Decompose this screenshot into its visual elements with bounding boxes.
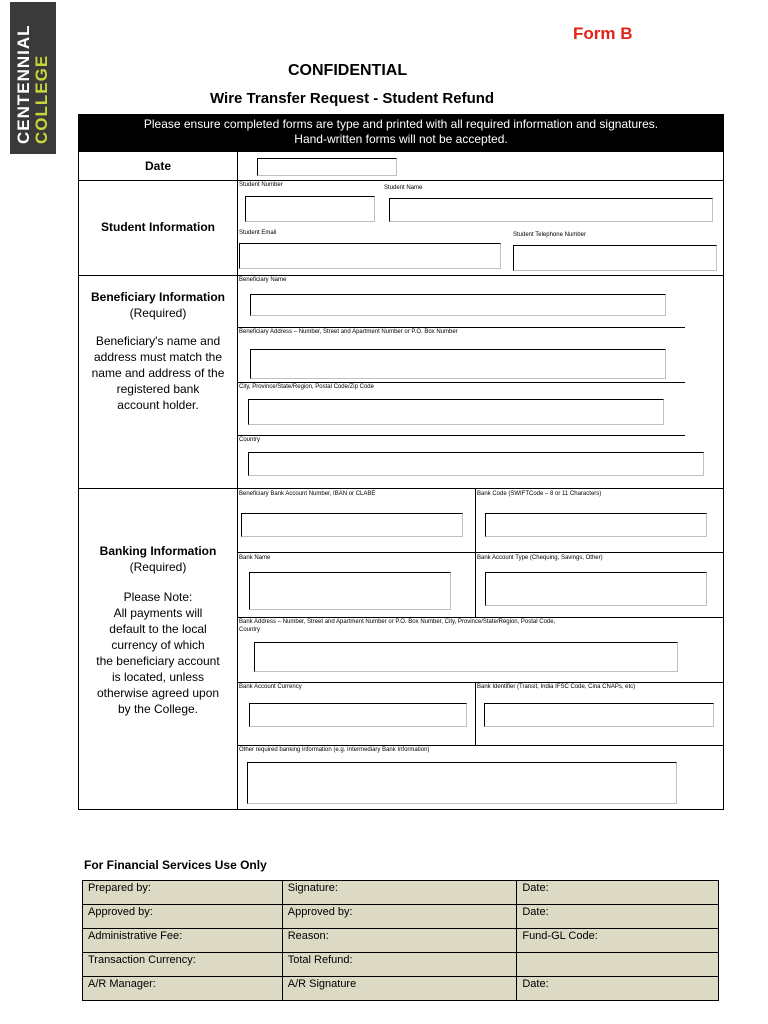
section-divider xyxy=(79,180,723,181)
beneficiary-country-input[interactable] xyxy=(248,452,704,476)
bank-name-label: Bank Name xyxy=(239,555,271,561)
table-cell[interactable]: A/R Signature xyxy=(282,977,517,1001)
table-cell[interactable]: Date: xyxy=(517,905,719,929)
document-title: Wire Transfer Request - Student Refund xyxy=(210,90,495,107)
table-cell[interactable]: A/R Manager: xyxy=(83,977,283,1001)
table-row xyxy=(83,953,719,977)
account-currency-label: Bank Account Currency xyxy=(239,684,302,690)
table-cell[interactable]: Approved by: xyxy=(83,905,283,929)
date-input[interactable] xyxy=(257,158,397,176)
student-number-label: Student Number xyxy=(239,182,283,188)
confidential-heading: CONFIDENTIAL xyxy=(288,62,408,79)
account-type-input[interactable] xyxy=(485,572,707,606)
column-divider xyxy=(475,488,476,617)
account-number-label: Beneficiary Bank Account Number, IBAN or CLABE xyxy=(239,491,376,497)
bank-code-label: Bank Code (SWIFTCode – 8 or 11 Characters) xyxy=(477,491,602,497)
account-type-label: Bank Account Type (Chequing, Savings, Other) xyxy=(477,555,603,561)
bank-identifier-label: Bank Identifier (Transit, India IFSC Code, Cina CNAPs, etc) xyxy=(477,684,636,690)
table-cell[interactable]: Total Refund: xyxy=(282,953,517,977)
account-number-input[interactable] xyxy=(241,513,463,537)
beneficiary-name-input[interactable] xyxy=(250,294,666,316)
student-email-label: Student Email xyxy=(239,230,277,236)
student-number-input[interactable] xyxy=(245,196,375,222)
table-row xyxy=(83,929,719,953)
college-logo xyxy=(10,2,56,154)
instruction-banner xyxy=(78,114,724,152)
beneficiary-city-label: City, Province/State/Region, Postal Code/Zip Code xyxy=(239,384,374,390)
bank-code-input[interactable] xyxy=(485,513,707,537)
date-label: Date xyxy=(144,159,171,173)
beneficiary-city-input[interactable] xyxy=(248,399,664,425)
table-cell[interactable]: Transaction Currency: xyxy=(83,953,283,977)
table-cell[interactable]: Prepared by: xyxy=(83,881,283,905)
beneficiary-address-label: Beneficiary Address – Number, Street and Apartment Number or P.O. Box Number xyxy=(239,329,458,335)
row-divider xyxy=(237,435,685,436)
student-phone-input[interactable] xyxy=(513,245,717,271)
beneficiary-address-input[interactable] xyxy=(250,349,666,379)
table-cell[interactable]: Date: xyxy=(517,977,719,1001)
account-currency-input[interactable] xyxy=(249,703,467,727)
beneficiary-name-label: Beneficiary Name xyxy=(239,277,287,283)
bank-address-label: Bank Address – Number, Street and Apartment Number or P.O. Box Number, City, Province/State/Region, Postal Code, Country xyxy=(239,619,556,633)
table-cell[interactable] xyxy=(517,953,719,977)
table-cell[interactable]: Approved by: xyxy=(282,905,517,929)
table-cell[interactable]: Fund-GL Code: xyxy=(517,929,719,953)
student-email-input[interactable] xyxy=(239,243,501,269)
beneficiary-section-label: Beneficiary Information (Required) xyxy=(90,290,226,320)
section-divider xyxy=(79,275,723,276)
bank-address-input[interactable] xyxy=(254,642,678,672)
column-divider xyxy=(237,152,238,809)
banner-line2: Hand-written forms will not be accepted. xyxy=(294,132,508,146)
row-divider xyxy=(237,552,723,553)
student-section-label: Student Information xyxy=(101,220,215,234)
logo-line1: CENTENNIAL xyxy=(14,24,33,144)
student-phone-label: Student Telephone Number xyxy=(513,232,586,238)
bank-name-input[interactable] xyxy=(249,572,451,610)
section-divider xyxy=(79,488,723,489)
form-label: Form B xyxy=(573,24,633,43)
financial-services-table xyxy=(82,880,719,1001)
table-row xyxy=(83,905,719,929)
column-divider xyxy=(475,682,476,745)
beneficiary-note: Beneficiary's name and address must match the name and address of the registered bank account holder. xyxy=(91,334,225,412)
bank-identifier-input[interactable] xyxy=(484,703,714,727)
table-cell[interactable]: Date: xyxy=(517,881,719,905)
other-info-input[interactable] xyxy=(247,762,677,804)
financial-services-title: For Financial Services Use Only xyxy=(84,858,267,872)
table-cell[interactable]: Signature: xyxy=(282,881,517,905)
banking-note: Please Note: All payments will default to the local currency of which the beneficiary account is located, unless otherwise agreed upon by the College. xyxy=(96,590,220,716)
request-form xyxy=(78,151,724,810)
table-row xyxy=(83,881,719,905)
logo-line2: COLLEGE xyxy=(32,54,51,144)
table-row xyxy=(83,977,719,1001)
other-info-label: Other required banking information (e.g. Intermediary Bank Information) xyxy=(239,747,430,753)
banner-line1: Please ensure completed forms are type and printed with all required information and signatures. xyxy=(143,117,659,131)
banking-section-label: Banking Information (Required) xyxy=(99,544,217,574)
student-name-label: Student Name xyxy=(384,185,423,191)
table-cell[interactable]: Reason: xyxy=(282,929,517,953)
student-name-input[interactable] xyxy=(389,198,713,222)
table-cell[interactable]: Administrative Fee: xyxy=(83,929,283,953)
beneficiary-country-label: Country xyxy=(239,437,261,443)
